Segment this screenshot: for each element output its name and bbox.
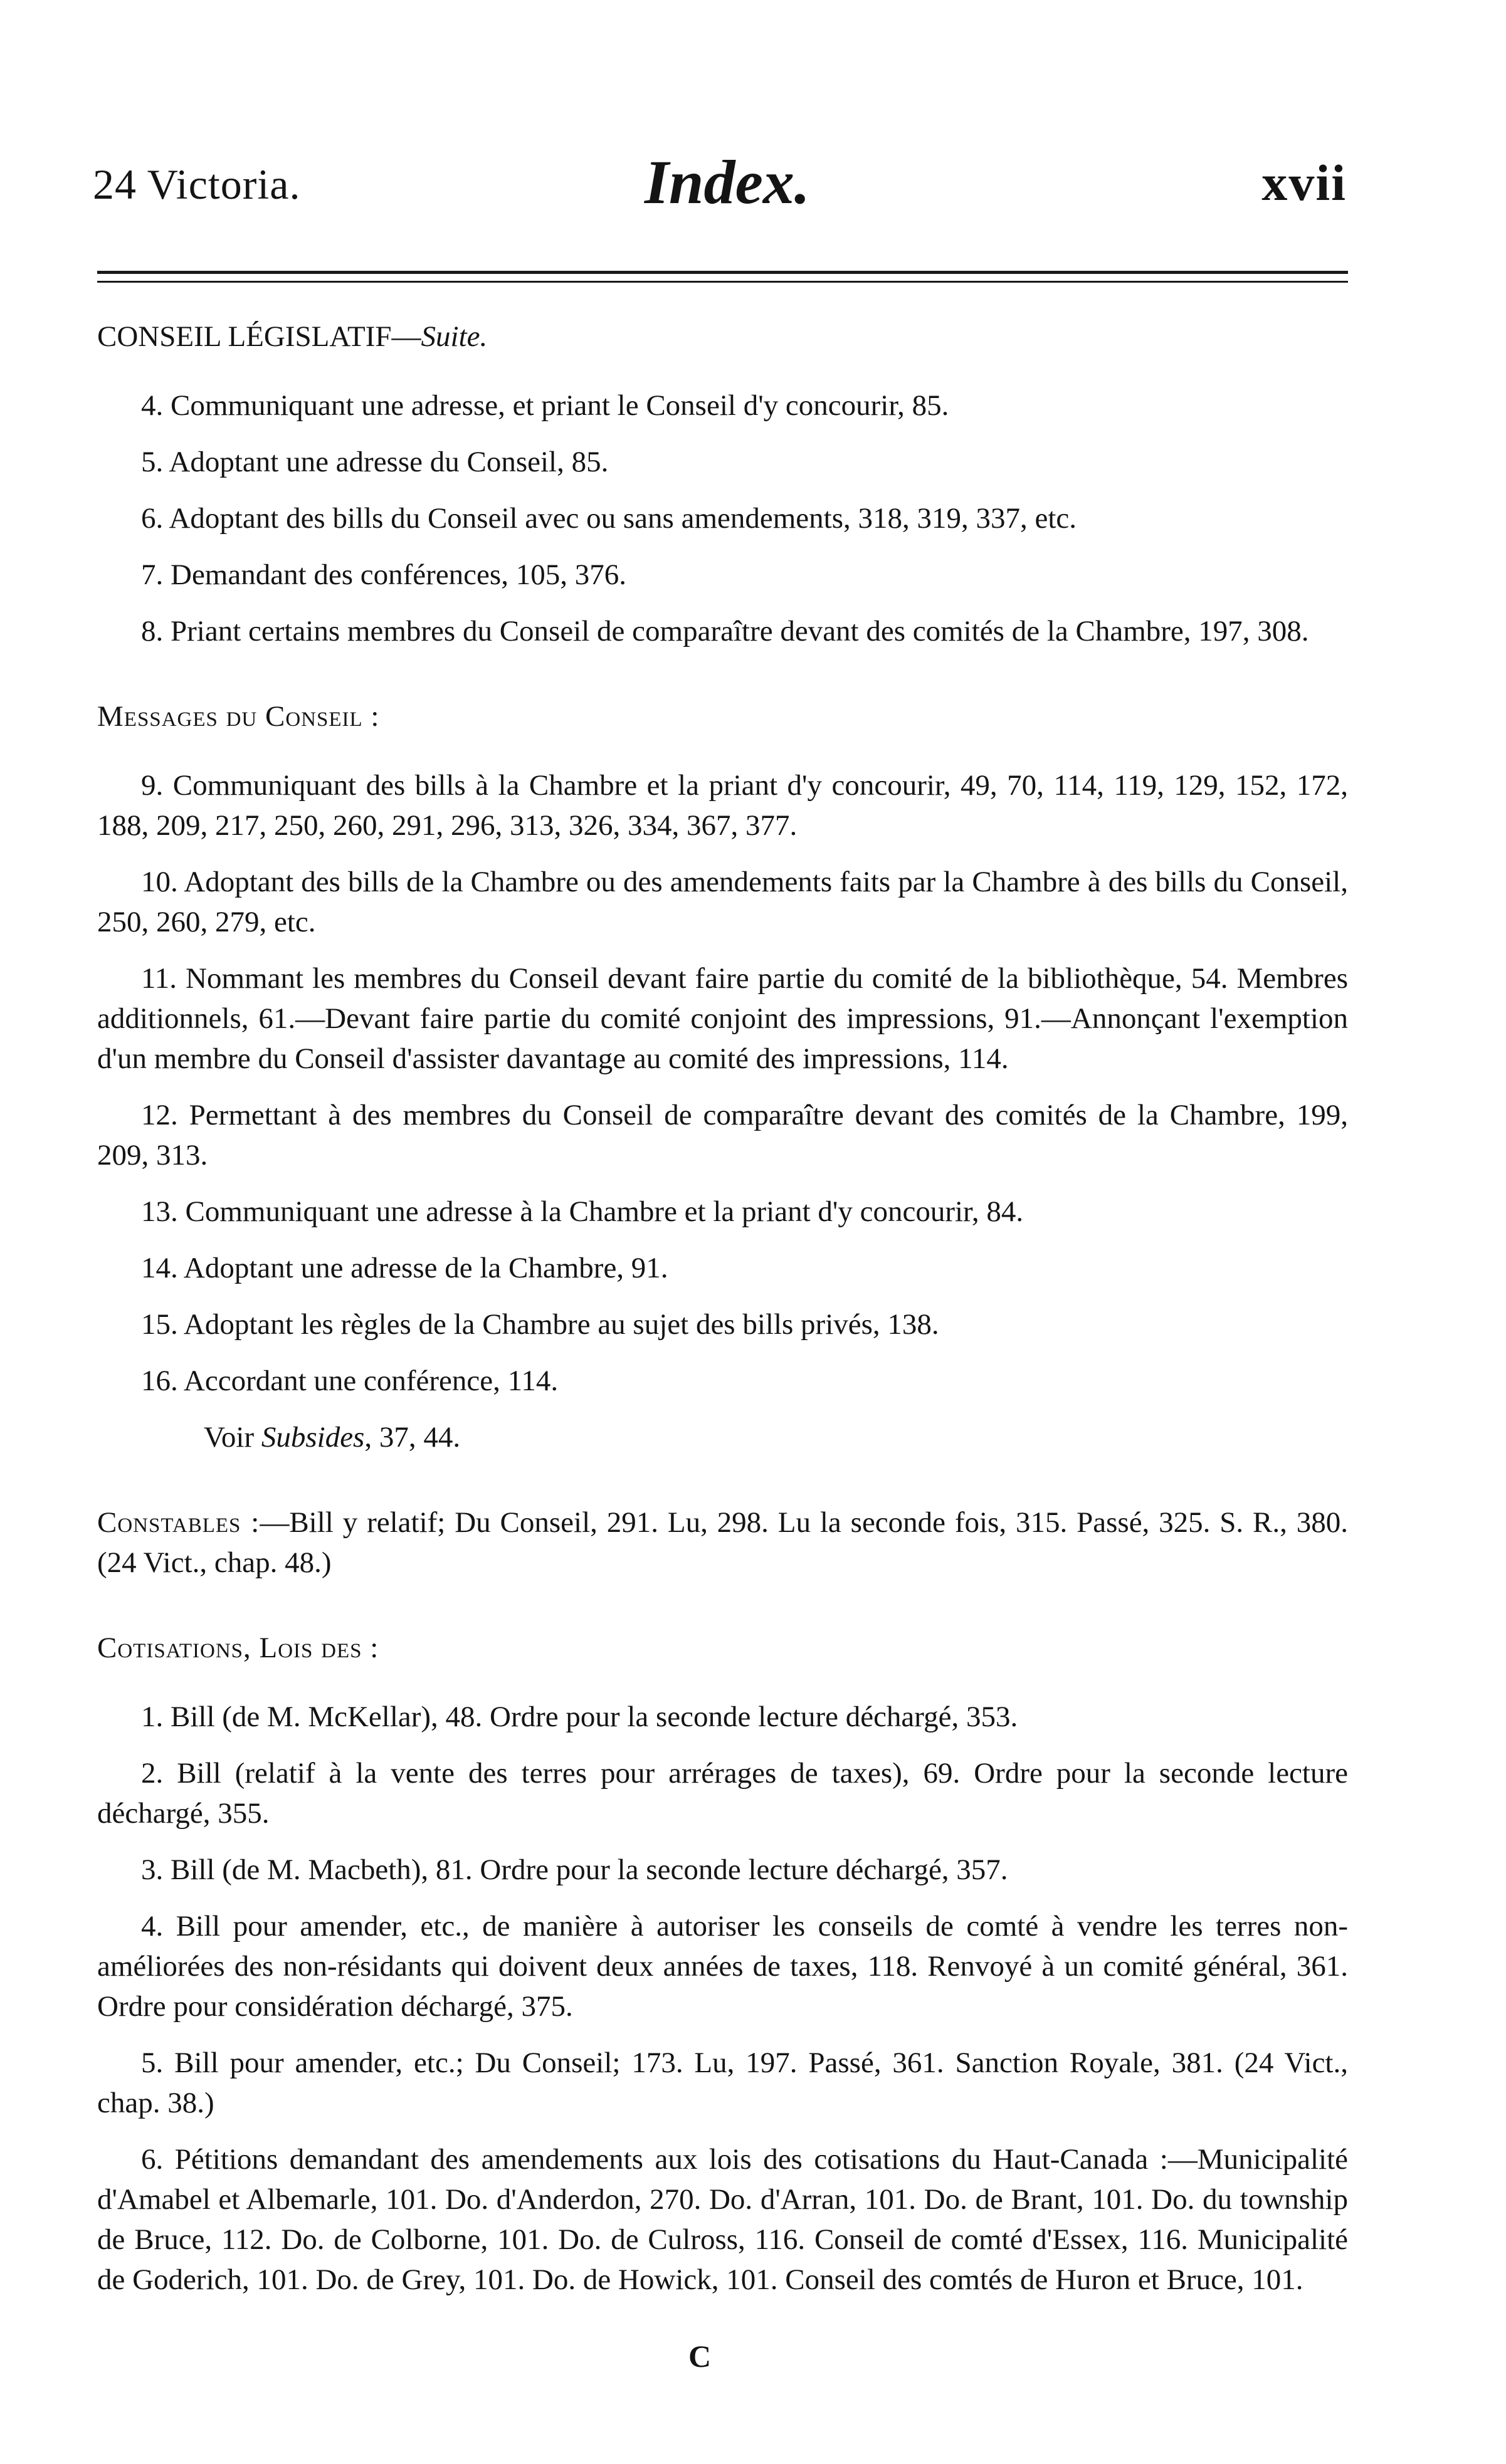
section-heading-cotisations: Cotisations, Lois des : <box>97 1632 379 1664</box>
index-entry: 10. Adoptant des bills de la Chambre ou des amendements faits par la Chambre à des bills du Conseil, 250, 260, 279, etc. <box>97 866 1348 938</box>
header-rule-thin <box>97 281 1348 283</box>
index-entry: 4. Bill pour amender, etc., de manière à autoriser les conseils de comté à vendre les terres non-améliorées des non-résidants qui doivent deux années de taxes, 118. Renvoyé à un comité général, 361. Ordre pour considération déchargé, 375. <box>97 1910 1348 2023</box>
voir-prefix: Voir <box>204 1421 261 1454</box>
section-heading-messages: Messages du Conseil : <box>97 700 380 733</box>
page-number: xvii <box>1261 154 1347 211</box>
section-heading-conseil <box>97 317 1348 357</box>
index-entry: 3. Bill (de M. Macbeth), 81. Ordre pour la seconde lecture déchargé, 357. <box>141 1853 1008 1886</box>
index-entry: 5. Bill pour amender, etc.; Du Conseil; 173. Lu, 197. Passé, 361. Sanction Royale, 381. (24 Vict., chap. 38.) <box>97 2047 1348 2119</box>
index-entry: 7. Demandant des conférences, 105, 376. <box>141 558 626 591</box>
index-entry: 15. Adoptant les règles de la Chambre au sujet des bills privés, 138. <box>141 1308 939 1341</box>
voir-ref: Subsides <box>261 1421 365 1454</box>
index-entry: 14. Adoptant une adresse de la Chambre, 91. <box>141 1252 668 1284</box>
signature-mark: C <box>688 2339 712 2374</box>
index-entry: 4. Communiquant une adresse, et priant le Conseil d'y concourir, 85. <box>141 389 949 422</box>
page-header <box>93 147 1347 254</box>
index-body <box>97 317 1348 2300</box>
constables-text: —Bill y relatif; Du Conseil, 291. Lu, 298. Lu la seconde fois, 315. Passé, 325. S. R., 380. (24 Vict., chap. 48.) <box>97 1506 1349 1579</box>
index-entry: 16. Accordant une conférence, 114. <box>141 1365 559 1397</box>
index-entry: 11. Nommant les membres du Conseil devant faire partie du comité de la bibliothèque, 54. Membres additionnels, 61.—Devant faire partie du comité conjoint des impressions, 91.—Annonçant l'exemption d'un membre du Conseil d'assister davantage au comité des impressions, 114. <box>97 962 1348 1075</box>
index-entry: 2. Bill (relatif à la vente des terres pour arrérages de taxes), 69. Ordre pour la seconde lecture déchargé, 355. <box>97 1757 1348 1830</box>
heading-text: CONSEIL LÉGISLATIF— <box>97 320 421 353</box>
running-head-left: 24 Victoria. <box>93 160 301 208</box>
index-entry: 6. Adoptant des bills du Conseil avec ou sans amendements, 318, 319, 337, etc. <box>141 502 1077 535</box>
cross-reference <box>97 1417 1348 1457</box>
section-constables <box>97 1502 1348 1583</box>
index-entry: 13. Communiquant une adresse à la Chambre et la priant d'y concourir, 84. <box>141 1195 1024 1228</box>
running-head-title: Index. <box>645 147 810 217</box>
section-heading-constables: Constables : <box>97 1506 260 1539</box>
voir-pages: , 37, 44. <box>364 1421 461 1454</box>
header-rule-thick <box>97 271 1348 274</box>
index-entry: 8. Priant certains membres du Conseil de comparaître devant des comités de la Chambre, 197, 308. <box>141 615 1309 647</box>
index-entry: 5. Adoptant une adresse du Conseil, 85. <box>141 446 609 478</box>
index-entry: 6. Pétitions demandant des amendements aux lois des cotisations du Haut-Canada :—Municipalité d'Amabel et Albemarle, 101. Do. d'Anderdon, 270. Do. d'Arran, 101. Do. de Brant, 101. Do. du township de Bruce, 112. Do. de Colborne, 101. Do. de Culross, 116. Conseil de comté d'Essex, 116. Municipalité de Goderich, 101. Do. de Grey, 101. Do. de Howick, 101. Conseil des comtés de Huron et Bruce, 101. <box>97 2143 1348 2296</box>
index-entry: 9. Communiquant des bills à la Chambre et la priant d'y concourir, 49, 70, 114, 119, 129, 152, 172, 188, 209, 217, 250, 260, 291, 296, 313, 326, 334, 367, 377. <box>97 769 1348 842</box>
heading-suffix: Suite. <box>421 320 488 353</box>
index-entry: 12. Permettant à des membres du Conseil de comparaître devant des comités de la Chambre, 199, 209, 313. <box>97 1099 1348 1172</box>
index-entry: 1. Bill (de M. McKellar), 48. Ordre pour la seconde lecture déchargé, 353. <box>141 1701 1018 1733</box>
